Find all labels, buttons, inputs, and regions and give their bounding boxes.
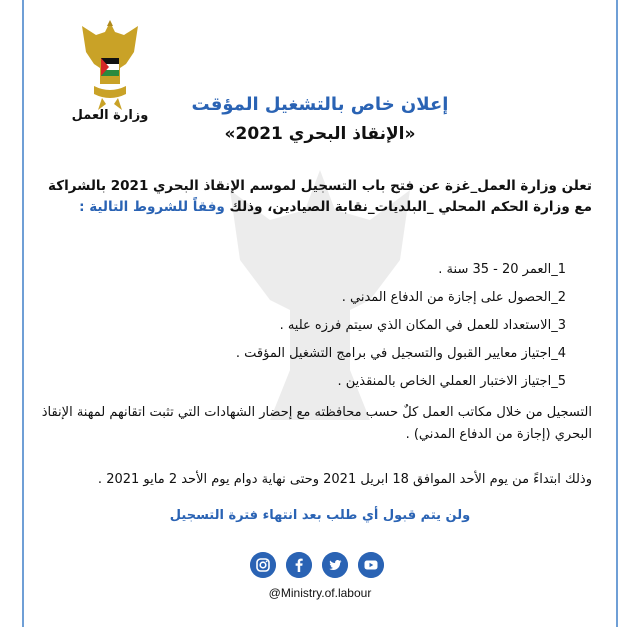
list-item: 5_اجتياز الاختبار العملي الخاص بالمنقذين . — [337, 374, 566, 389]
registration-dates: وذلك ابتداءً من يوم الأحد الموافق 18 ابريل 2021 وحتى نهاية دوام يوم الأحد 2 مايو 2021 . — [97, 472, 592, 487]
social-handle[interactable]: @Ministry.of.labour — [268, 586, 372, 600]
conditions-lead: وفقاً للشروط التالية : — [79, 199, 225, 215]
list-item: 2_الحصول على إجازة من الدفاع المدني . — [341, 290, 566, 305]
ministry-name: وزارة العمل — [71, 108, 149, 123]
announcement-subtitle: «الإنقاذ البحري 2021» — [224, 124, 416, 144]
intro-text: تعلن وزارة العمل_غزة عن فتح باب التسجيل لموسم الإنقاذ البحري 2021 بالشراكة مع وزارة الحكم المحلي _البلديات_نقابة الصيادين، وذلك — [48, 178, 592, 215]
conditions-list — [40, 256, 566, 396]
left-border-line — [22, 0, 24, 627]
youtube-icon[interactable] — [358, 552, 384, 578]
social-icons — [250, 552, 390, 580]
twitter-icon[interactable] — [322, 552, 348, 578]
palestine-eagle-logo-icon — [78, 18, 142, 114]
registration-note: التسجيل من خلال مكاتب العمل كلٌ حسب محافظته مع إحضار الشهادات التي تثبت اتقانهم لمهنة الإنقاذ البحري (إجازة من الدفاع المدني) . — [41, 405, 592, 442]
instagram-icon[interactable] — [250, 552, 276, 578]
right-border-line — [616, 0, 618, 627]
announcement-title: إعلان خاص بالتشغيل المؤقت — [191, 94, 449, 115]
list-item: 3_الاستعداد للعمل في المكان الذي سيتم فرزه عليه . — [279, 318, 566, 333]
intro-paragraph — [40, 176, 592, 218]
list-item: 1_العمر 20 - 35 سنة . — [438, 262, 566, 277]
closing-notice: ولن يتم قبول أي طلب بعد انتهاء فترة التسجيل — [169, 508, 471, 523]
facebook-icon[interactable] — [286, 552, 312, 578]
list-item: 4_اجتياز معايير القبول والتسجيل في برامج التشغيل المؤقت . — [235, 346, 566, 361]
